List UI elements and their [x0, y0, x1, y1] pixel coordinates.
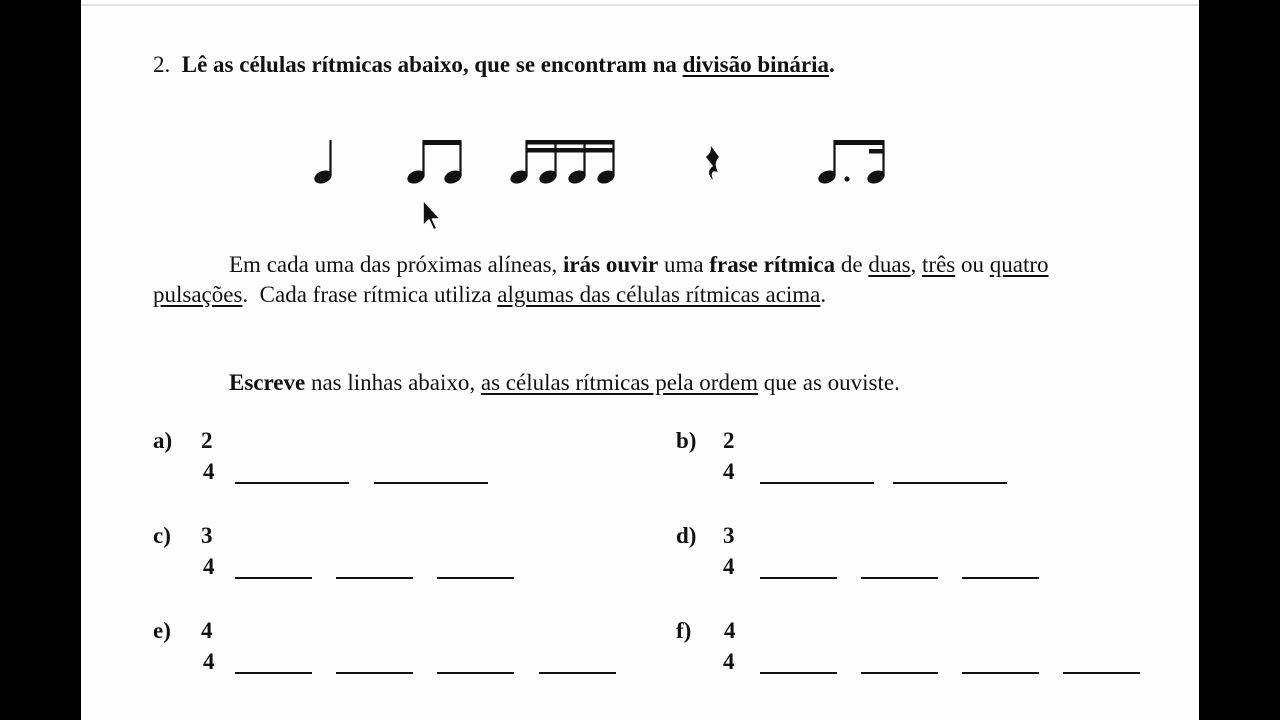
answer-blank[interactable]: [1063, 672, 1140, 674]
answer-blank[interactable]: [235, 482, 349, 484]
p1-text: ou: [961, 252, 984, 277]
answer-blank[interactable]: [235, 577, 312, 579]
answer-blank[interactable]: [760, 577, 837, 579]
exercise-label: d): [676, 523, 697, 548]
answer-blank[interactable]: [760, 482, 874, 484]
answer-blank[interactable]: [437, 672, 514, 674]
p1-bold-frase: frase rítmica: [709, 252, 836, 277]
p1-underlined-tres: três: [922, 252, 956, 277]
exercise-label: e): [153, 618, 171, 643]
time-signature-bottom: 4: [203, 459, 215, 484]
p2-bold-escreve: Escreve: [229, 370, 306, 395]
time-signature-top: 4: [201, 618, 213, 643]
p1-underlined-celulas: algumas das células rítmicas acima: [497, 282, 821, 307]
time-signature-bottom: 4: [723, 554, 735, 579]
p1-underlined-duas: duas: [868, 252, 911, 277]
instruction-paragraph-line-1: [229, 250, 1049, 280]
exercise-label: f): [676, 618, 692, 643]
answer-blank[interactable]: [861, 577, 938, 579]
p2-text: que as ouviste.: [763, 370, 900, 395]
answer-blank[interactable]: [861, 672, 938, 674]
question-title-underlined: divisão binária: [682, 52, 829, 77]
p1-text: uma: [663, 252, 704, 277]
quarter-note: [312, 140, 333, 186]
time-signature-top: 4: [724, 618, 736, 643]
time-signature-bottom: 4: [203, 649, 215, 674]
answer-blank[interactable]: [760, 672, 837, 674]
answer-blank[interactable]: [374, 482, 488, 484]
instruction-paragraph-line-2: [153, 280, 826, 310]
rhythm-cells: [81, 0, 1199, 720]
question-title: Lê as células rítmicas abaixo, que se encontram na: [181, 52, 683, 77]
answer-blank[interactable]: [539, 672, 616, 674]
answer-blank[interactable]: [437, 577, 514, 579]
exercise-label: c): [153, 523, 171, 548]
mouse-pointer-icon: [421, 198, 443, 234]
time-signature-bottom: 4: [203, 554, 215, 579]
question-title-end: .: [828, 52, 835, 77]
time-signature-bottom: 4: [723, 649, 735, 674]
p1-text: . Cada frase rítmica utiliza: [242, 282, 492, 307]
p1-period: .: [820, 282, 827, 307]
answer-blank[interactable]: [235, 672, 312, 674]
p1-underlined-pulsacoes: pulsações: [153, 282, 243, 307]
exercise-label: b): [676, 428, 697, 453]
question-number: 2.: [153, 52, 171, 77]
exercise-label: a): [153, 428, 173, 453]
four-sixteenth-notes: [508, 140, 616, 186]
time-signature-top: 2: [723, 428, 735, 453]
dotted-eighth-sixteenth: [816, 140, 886, 186]
time-signature-bottom: 4: [723, 459, 735, 484]
quarter-rest: [706, 146, 719, 180]
p2-underlined-ordem: as células rítmicas pela ordem: [480, 370, 759, 395]
time-signature-top: 2: [201, 428, 213, 453]
p2-text: nas linhas abaixo,: [310, 370, 476, 395]
p1-text: Em cada uma das próximas alíneas,: [229, 252, 558, 277]
answer-blank[interactable]: [336, 577, 413, 579]
time-signature-top: 3: [201, 523, 213, 548]
p1-bold-ouvir: irás ouvir: [563, 252, 659, 277]
p1-text: de: [840, 252, 863, 277]
instruction-write: [229, 368, 900, 398]
p1-comma: ,: [910, 252, 917, 277]
answer-blank[interactable]: [962, 577, 1039, 579]
answer-blank[interactable]: [893, 482, 1007, 484]
p1-underlined-quatro: quatro: [989, 252, 1049, 277]
time-signature-top: 3: [723, 523, 735, 548]
worksheet-page: [81, 0, 1199, 720]
two-eighth-notes: [405, 140, 463, 186]
answer-blank[interactable]: [336, 672, 413, 674]
answer-blank[interactable]: [962, 672, 1039, 674]
